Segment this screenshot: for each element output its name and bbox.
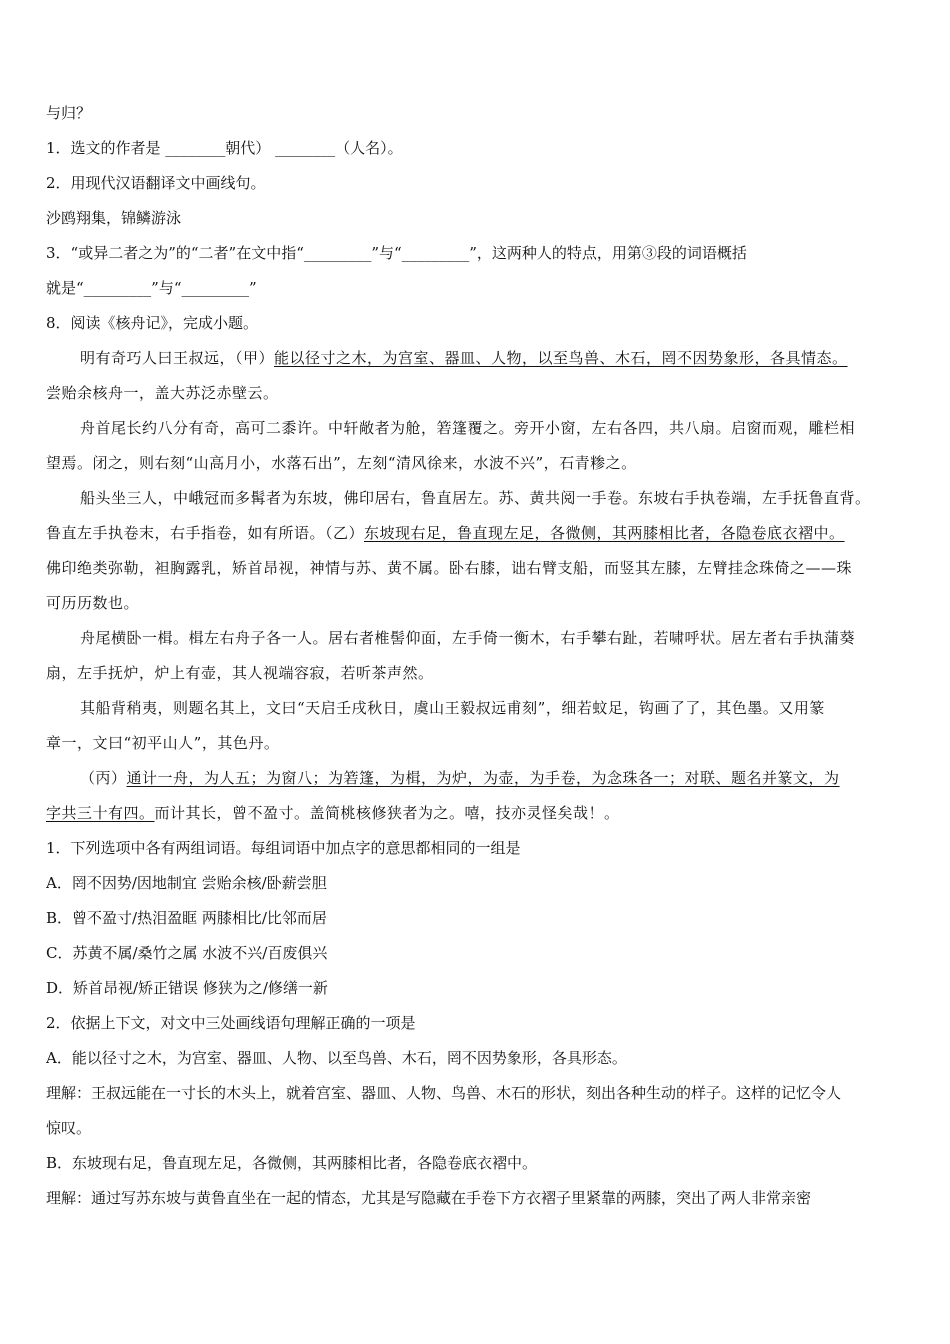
- passage-text: 明有奇巧人曰王叔远，（甲）: [80, 349, 275, 367]
- passage-p5-line1: 其船背稍夷，则题名其上，文曰“天启壬戌秋日，虞山王毅叔远甫刻”，细若蚊足，钩画了了，其色墨。又用篆: [80, 699, 825, 717]
- document-page: [46, 96, 908, 1216]
- underlined-sentence-bing: 通计一舟，为人五；为窗八；为箬篷，为楫，为炉，为壶，为手卷，为念珠各一；对联、题名并篆文，为: [126, 769, 840, 787]
- translate-sentence: 沙鸥翔集，锦鳞游泳: [46, 209, 182, 227]
- underlined-sentence-bing-cont: 字共三十有四。: [46, 804, 155, 822]
- option-a: A．能以径寸之木，为宫室、器皿、人物、以至鸟兽、木石，罔不因势象形，各具形态。: [46, 1049, 627, 1067]
- passage-p1-line1: [46, 341, 908, 376]
- passage-p3-line3: 佛印绝类弥勒，袒胸露乳，矫首昂视，神情与苏、黄不属。卧右膝，诎右臂支船，而竖其左膝，左臂挂念珠倚之——珠: [46, 559, 853, 577]
- question-translate: 2．用现代汉语翻译文中画线句。: [46, 174, 266, 192]
- question-two-kinds: 3．“或异二者之为”的“二者”在文中指“_________”与“_________”，这两种人的特点，用第③段的词语概括: [46, 244, 747, 262]
- passage-p3-line2: [46, 516, 908, 551]
- option-d: D．矫首昂视/矫正错误 修狭为之/修缮一新: [46, 979, 328, 997]
- option-b: B．东坡现右足，鲁直现左足，各微侧，其两膝相比者，各隐卷底衣褶中。: [46, 1154, 538, 1172]
- passage-p3-line4: 可历历数也。: [46, 594, 140, 612]
- passage-p2-line1: 舟首尾长约八分有奇，高可二黍许。中轩敞者为舱，箬篷覆之。旁开小窗，左右各四，共八扇。启窗而观，雕栏相: [80, 419, 856, 437]
- passage-text: 而计其长，曾不盈寸。盖简桃核修狭者为之。嘻，技亦灵怪矣哉！。: [154, 804, 620, 822]
- question-author: 1．选文的作者是 ________朝代） ________（人名）。: [46, 139, 403, 157]
- passage-p6-line1: [46, 761, 908, 796]
- passage-p4-line1: 舟尾横卧一楫。楫左右舟子各一人。居右者椎髻仰面，左手倚一衡木，右手攀右趾，若啸呼状。居左者右手执蒲葵: [80, 629, 856, 647]
- passage-p3-line1: 船头坐三人，中峨冠而多髯者为东坡，佛印居右，鲁直居左。苏、黄共阅一手卷。东坡右手执卷端，左手抚鲁直背。: [80, 489, 871, 507]
- passage-p5-line2: 章一，文曰“初平山人”，其色丹。: [46, 734, 280, 752]
- passage-text: （丙）: [80, 769, 127, 787]
- underlined-sentence-jia: 能以径寸之木，为宫室、器皿、人物，以至鸟兽、木石，罔不因势象形，各具情态。: [274, 349, 848, 367]
- text-line: 与归？: [46, 104, 92, 122]
- reading-heading: 8．阅读《核舟记》，完成小题。: [46, 314, 259, 332]
- passage-p6-line2: [46, 796, 908, 831]
- question-line: 1．下列选项中各有两组词语。每组词语中加点字的意思都相同的一组是: [46, 839, 521, 857]
- explanation-line: 理解：通过写苏东坡与黄鲁直坐在一起的情态，尤其是写隐藏在手卷下方衣褶子里紧靠的两膝，突出了两人非常亲密: [46, 1189, 812, 1207]
- explanation-line: 惊叹。: [46, 1119, 92, 1137]
- explanation-line: 理解：王叔远能在一寸长的木头上，就着宫室、器皿、人物、鸟兽、木石的形状，刻出各种生动的样子。这样的记忆令人: [46, 1084, 842, 1102]
- option-a: A．罔不因势/因地制宜 尝贻余核/卧薪尝胆: [46, 874, 327, 892]
- question-line: 2．依据上下文，对文中三处画线语句理解正确的一项是: [46, 1014, 416, 1032]
- passage-p4-line2: 扇，左手抚炉，炉上有壶，其人视端容寂，若听茶声然。: [46, 664, 434, 682]
- passage-p1-line2: 尝贻余核舟一，盖大苏泛赤壁云。: [46, 384, 279, 402]
- underlined-sentence-yi: 东坡现右足，鲁直现左足，各微侧，其两膝相比者，各隐卷底衣褶中。: [364, 524, 845, 542]
- passage-text: 鲁直左手执卷末，右手指卷，如有所语。（乙）: [46, 524, 365, 542]
- passage-p2-line2: 望焉。闭之，则右刻“山高月小，水落石出”，左刻“清风徐来，水波不兴”，石青糁之。: [46, 454, 637, 472]
- option-b: B．曾不盈寸/热泪盈眶 两膝相比/比邻而居: [46, 909, 327, 927]
- question-two-kinds-cont: 就是“_________”与“_________”: [46, 279, 257, 297]
- option-c: C．苏黄不属/桑竹之属 水波不兴/百废俱兴: [46, 944, 328, 962]
